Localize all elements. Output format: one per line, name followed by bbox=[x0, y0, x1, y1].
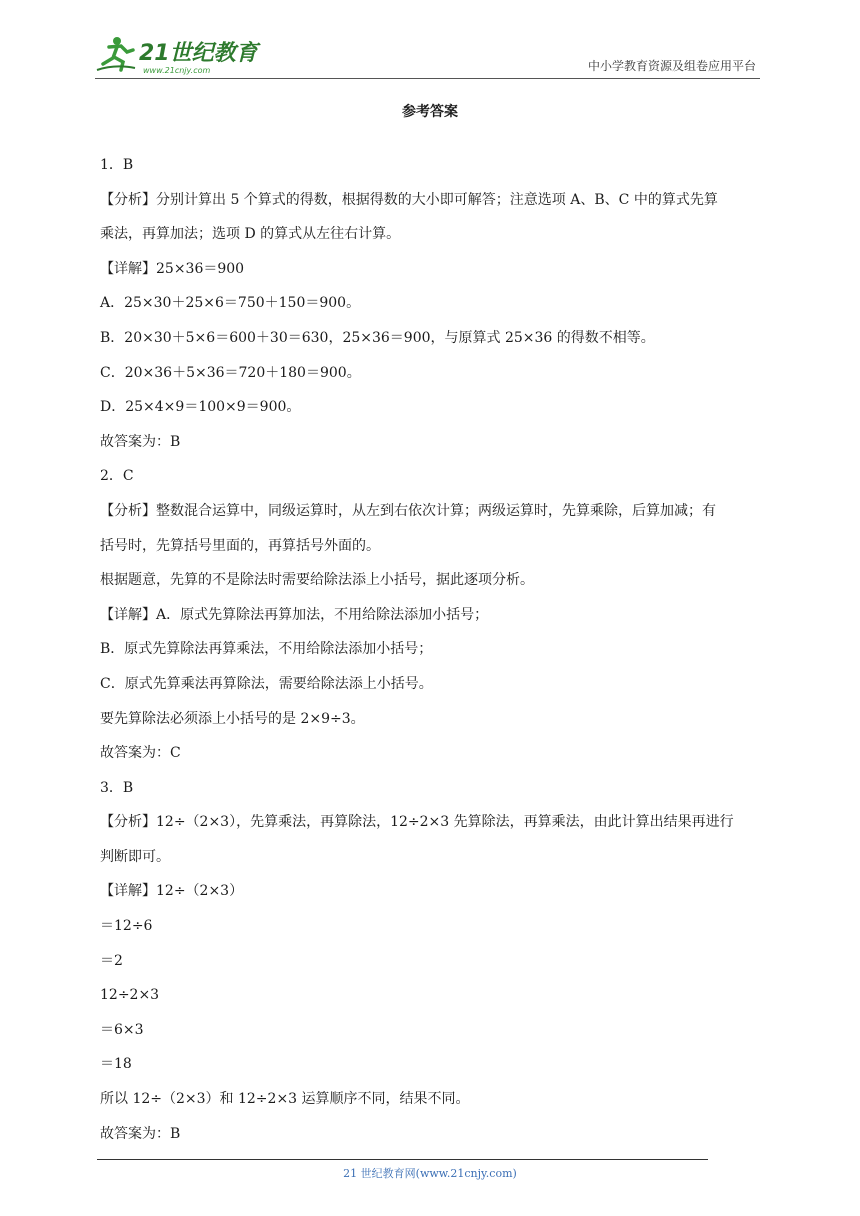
answer-line: 3．B bbox=[100, 779, 134, 796]
answer-line: ＝6×3 bbox=[100, 1021, 144, 1038]
answer-line: 12÷2×3 bbox=[100, 987, 160, 1004]
site-logo bbox=[95, 34, 265, 76]
answer-line: D．25×4×9＝100×9＝900。 bbox=[100, 399, 301, 416]
answer-line: 括号时，先算括号里面的，再算括号外面的。 bbox=[100, 537, 380, 554]
answer-line: 故答案为：C bbox=[100, 745, 181, 762]
answer-content bbox=[100, 148, 768, 1151]
page-title: 参考答案 bbox=[402, 104, 458, 120]
answer-line: ＝12÷6 bbox=[100, 918, 153, 935]
answer-line: 【分析】整数混合运算中，同级运算时，从左到右依次计算；两级运算时，先算乘除，后算加减；有 bbox=[100, 502, 716, 519]
logo-text: 21世纪教育 bbox=[139, 41, 258, 66]
answer-line: 要先算除法必须添上小括号的是 2×9÷3。 bbox=[100, 710, 365, 727]
footer-divider bbox=[97, 1159, 708, 1160]
answer-line: B．原式先算除法再算乘法，不用给除法添加小括号； bbox=[100, 641, 433, 658]
answer-line: 故答案为：B bbox=[100, 1125, 181, 1142]
answer-line: ＝2 bbox=[100, 952, 123, 969]
answer-line: 【分析】12÷（2×3），先算乘法，再算除法，12÷2×3 先算除法，再算乘法，由此计算出结果再进行 bbox=[100, 814, 734, 831]
answer-line: 1．B bbox=[100, 157, 134, 173]
page-header bbox=[95, 30, 760, 79]
answer-line: C．20×36＋5×36＝720＋180＝900。 bbox=[100, 364, 361, 381]
platform-name: 中小学教育资源及组卷应用平台 bbox=[587, 59, 756, 73]
logo-url-text: www.21cnjy.com bbox=[143, 66, 211, 75]
answer-line: 根据题意，先算的不是除法时需要给除法添上小括号，据此逐项分析。 bbox=[100, 572, 534, 589]
answer-line: 乘法，再算加法；选项 D 的算式从左往右计算。 bbox=[100, 226, 401, 243]
answer-line: B．20×30＋5×6＝600＋30＝630，25×36＝900，与原算式 25×36 的得数不相等。 bbox=[100, 329, 655, 346]
answer-line: 所以 12÷（2×3）和 12÷2×3 运算顺序不同，结果不同。 bbox=[100, 1091, 470, 1108]
answer-line: 【详解】25×36＝900 bbox=[100, 260, 245, 277]
answer-line: 2．C bbox=[100, 468, 134, 485]
answer-line: 故答案为：B bbox=[100, 433, 181, 450]
answer-line: 判断即可。 bbox=[100, 848, 170, 865]
footer-link[interactable]: 21 世纪教育网(www.21cnjy.com) bbox=[343, 1167, 517, 1180]
answer-line: 【分析】分别计算出 5 个算式的得数，根据得数的大小即可解答；注意选项 A、B、C 中的算式先算 bbox=[100, 191, 718, 208]
answer-line: A．25×30＋25×6＝750＋150＝900。 bbox=[100, 295, 361, 312]
answer-line: ＝18 bbox=[100, 1056, 132, 1073]
answer-line: 【详解】12÷（2×3） bbox=[100, 883, 244, 900]
runner-logo-icon bbox=[95, 34, 265, 76]
answer-line: C．原式先算乘法再算除法，需要给除法添上小括号。 bbox=[100, 675, 433, 692]
answer-line: 【详解】A．原式先算除法再算加法，不用给除法添加小括号； bbox=[100, 606, 489, 623]
